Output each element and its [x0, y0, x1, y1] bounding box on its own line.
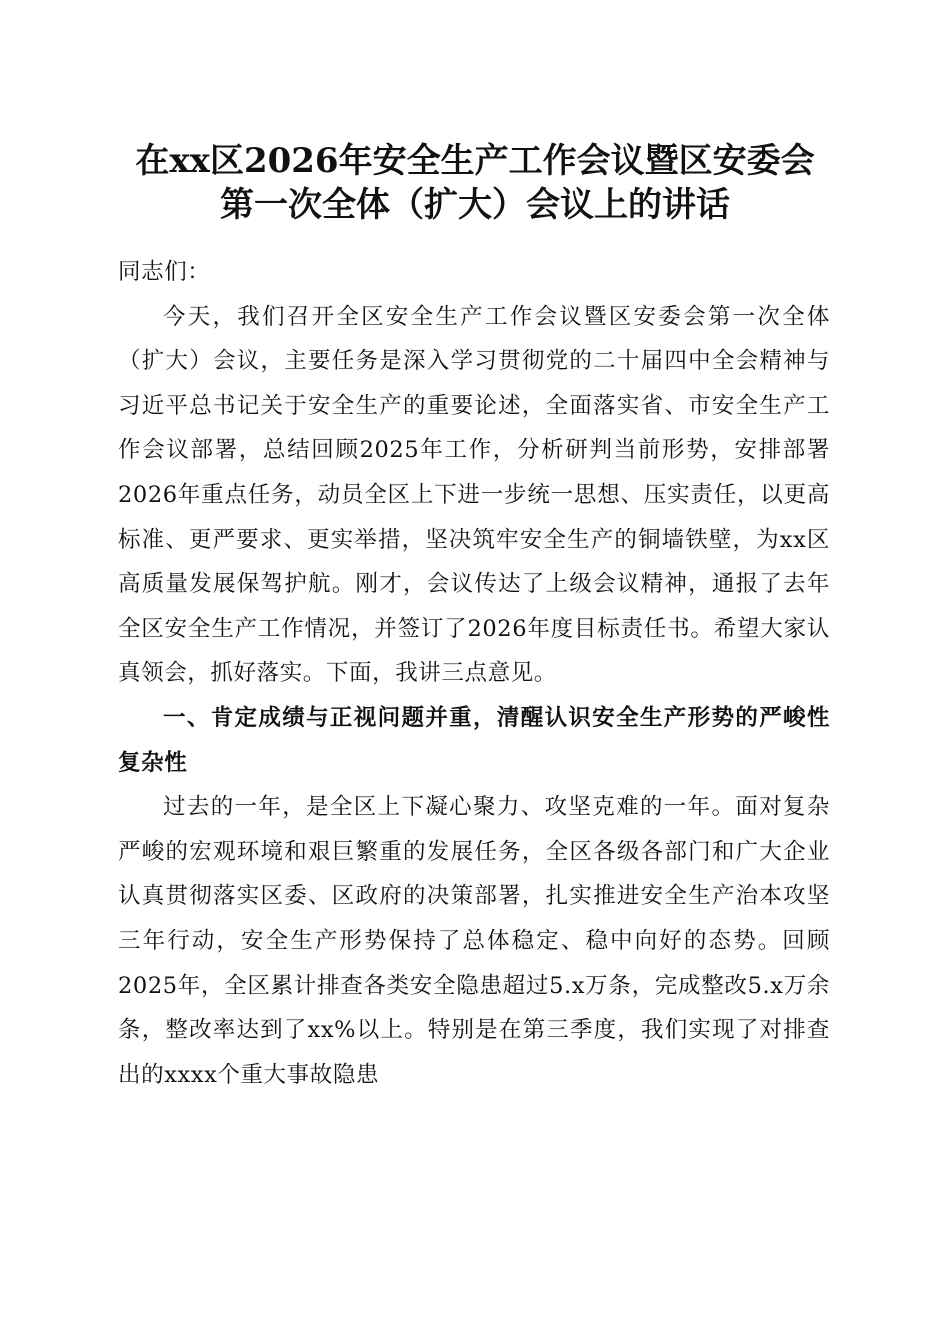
section-heading-1: 一、肯定成绩与正视问题并重，清醒认识安全生产形势的严峻性复杂性 [118, 704, 830, 776]
greeting: 同志们： [118, 259, 211, 285]
document-body [118, 250, 830, 1097]
document-title-line-2: 第一次全体（扩大）会议上的讲话 [220, 185, 730, 225]
paragraph-intro: 今天，我们召开全区安全生产工作会议暨区安委会第一次全体（扩大）会议，主要任务是深入学习贯彻党的二十届四中全会精神与习近平总书记关于安全生产的重要论述，全面落实省、市安全生产工作会议部署，总结回顾2025年工作，分析研判当前形势，安排部署2026年重点任务，动员全区上下进一步统一思想、压实责任，以更高标准、更严要求、更实举措，坚决筑牢安全生产的铜墙铁壁，为xx区高质量发展保驾护航。刚才，会议传达了上级会议精神，通报了去年全区安全生产工作情况，并签订了2026年度目标责任书。希望大家认真领会，抓好落实。下面，我讲三点意见。 [118, 303, 830, 687]
document-title-line-1: 在xx区2026年安全生产工作会议暨区安委会 [135, 141, 815, 181]
paragraph-review: 过去的一年，是全区上下凝心聚力、攻坚克难的一年。面对复杂严峻的宏观环境和艰巨繁重的发展任务，全区各级各部门和广大企业认真贯彻落实区委、区政府的决策部署，扎实推进安全生产治本攻坚三年行动，安全生产形势保持了总体稳定、稳中向好的态势。回顾2025年，全区累计排查各类安全隐患超过5.x万条，完成整改5.x万余条，整改率达到了xx%以上。特别是在第三季度，我们实现了对排查出的xxxx个重大事故隐患 [118, 794, 830, 1088]
